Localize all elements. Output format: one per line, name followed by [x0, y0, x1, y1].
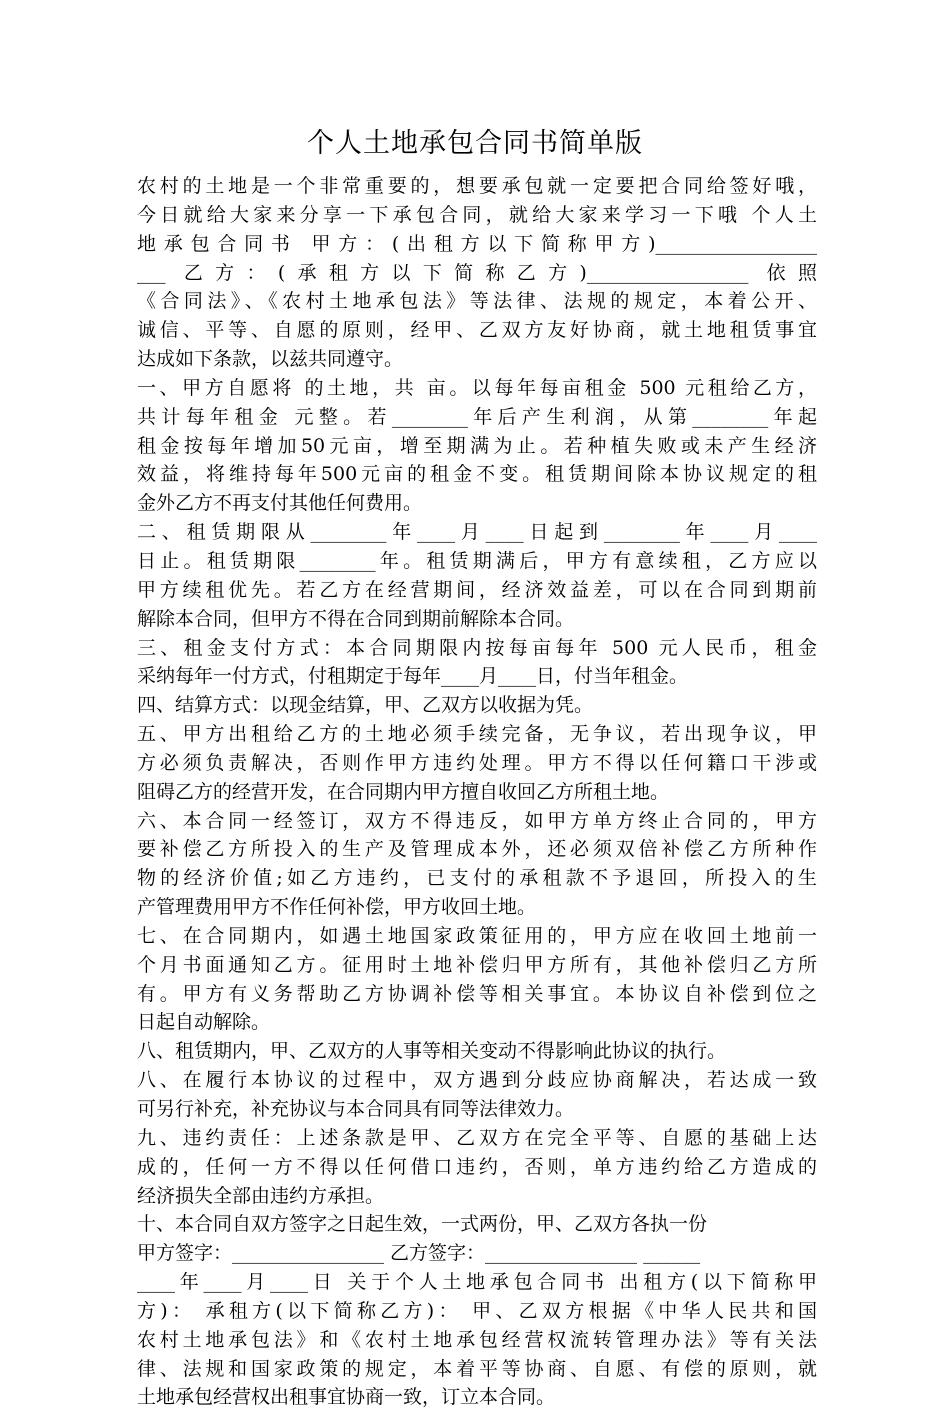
- document-line: 日起自动解除。: [137, 1011, 271, 1034]
- document-line: 九、违约责任：上述条款是甲、乙双方在完全平等、自愿的基础上达: [137, 1126, 817, 1149]
- document-line: 效益，将维持每年500元亩的租金不变。租赁期间除本协议规定的租: [137, 463, 817, 486]
- document-line: 甲方签字：________________ 乙方签字：________________ ______: [137, 1242, 701, 1265]
- document-line: 解除本合同，但甲方不得在合同到期前解除本合同。: [137, 607, 575, 630]
- document-line: 个月书面通知乙方。征用时土地补偿归甲方所有，其他补偿归乙方所: [137, 953, 817, 976]
- document-line: 达成如下条款，以兹共同遵守。: [137, 348, 404, 371]
- document-line: 方)： 承租方(以下简称乙方)： 甲、乙双方根据《中华人民共和国: [137, 1299, 817, 1322]
- document-line: 四、结算方式：以现金结算，甲、乙双方以收据为凭。: [137, 694, 594, 717]
- document-line: 甲方续租优先。若乙方在经营期间，经济效益差，可以在合同到期前: [137, 578, 817, 601]
- document-line: 七、在合同期内，如遇土地国家政策征用的，甲方应在收回土地前一: [137, 924, 817, 947]
- document-line: 有。甲方有义务帮助乙方协调补偿等相关事宜。本协议自补偿到位之: [137, 982, 817, 1005]
- document-line: 采纳每年一付方式，付租期定于每年____月____日，付当年租金。: [137, 665, 689, 688]
- document-line: 二、租赁期限从________年____月____日起到________年____月____: [137, 521, 817, 544]
- document-line: 五、甲方出租给乙方的土地必须手续完备，无争议，若出现争议，甲: [137, 723, 817, 746]
- document-line: 金外乙方不再支付其他任何费用。: [137, 492, 423, 515]
- document-line: 产管理费用甲方不作任何补偿，甲方收回土地。: [137, 896, 537, 919]
- document-line: 今日就给大家来分享一下承包合同，就给大家来学习一下哦 个人土: [137, 203, 817, 226]
- document-title: 个人土地承包合同书简单版: [307, 128, 643, 160]
- document-line: 农村的土地是一个非常重要的，想要承包就一定要把合同给签好哦，: [137, 175, 817, 197]
- document-line: 一、甲方自愿将 的土地，共 亩。以每年每亩租金 500 元租给乙方，: [137, 376, 817, 399]
- document-line: 六、本合同一经签订，双方不得违反，如甲方单方终止合同的，甲方: [137, 809, 817, 832]
- document-line: 农村土地承包法》和《农村土地承包经营权流转管理办法》等有关法: [137, 1328, 817, 1351]
- document-line: 方必须负责解决，否则作甲方违约处理。甲方不得以任何籍口干涉或: [137, 751, 817, 774]
- document-line: 租金按每年增加50元亩，增至期满为止。若种植失败或未产生经济: [137, 434, 817, 457]
- document-line: 阻碍乙方的经营开发，在合同期内甲方擅自收回乙方所租土地。: [137, 780, 670, 803]
- document-line: 成的，任何一方不得以任何借口违约，否则，单方违约给乙方造成的: [137, 1155, 817, 1178]
- document-line: ____年____月____日 关于个人土地承包合同书 出租方(以下简称甲: [137, 1271, 817, 1294]
- document-line: 诚信、平等、自愿的原则，经甲、乙双方友好协商，就土地租赁事宜: [137, 319, 817, 342]
- document-line: 十、本合同自双方签字之日起生效，一式两份，甲、乙双方各执一份: [137, 1213, 708, 1236]
- document-line: 土地承包经营权出租事宜协商一致，订立本合同。: [137, 1386, 556, 1409]
- document-line: 共计每年租金 元整。若________年后产生利润，从第________年起: [137, 405, 817, 428]
- document-line: 律、法规和国家政策的规定，本着平等协商、自愿、有偿的原则，就: [137, 1357, 817, 1380]
- document-line: 八、在履行本协议的过程中，双方遇到分歧应协商解决，若达成一致: [137, 1069, 817, 1092]
- document-line: 日止。租赁期限________年。租赁期满后，甲方有意续租，乙方应以: [137, 549, 817, 572]
- document-line: 地承包合同书 甲方：(出租方以下简称甲方)_________________: [137, 232, 817, 255]
- document-line: 经济损失全部由违约方承担。: [137, 1184, 385, 1207]
- document-line: 可另行补充，补充协议与本合同具有同等法律效力。: [137, 1098, 575, 1120]
- document-line: 八、租赁期内，甲、乙双方的人事等相关变动不得影响此协议的执行。: [137, 1040, 727, 1063]
- document-line: 《合同法》、《农村土地承包法》等法律、法规的规定，本着公开、: [137, 290, 817, 313]
- document-line: 要补偿乙方所投入的生产及管理成本外，还必须双倍补偿乙方所种作: [137, 838, 817, 861]
- document-line: 三、租金支付方式：本合同期限内按每亩每年 500 元人民币，租金: [137, 636, 817, 659]
- document-line: 物的经济价值;如乙方违约，已支付的承租款不予退回，所投入的生: [137, 867, 817, 890]
- document-line: ___ 乙方：(承租方以下简称乙方)_________________ 依照: [137, 261, 817, 284]
- document-body: [137, 172, 817, 1412]
